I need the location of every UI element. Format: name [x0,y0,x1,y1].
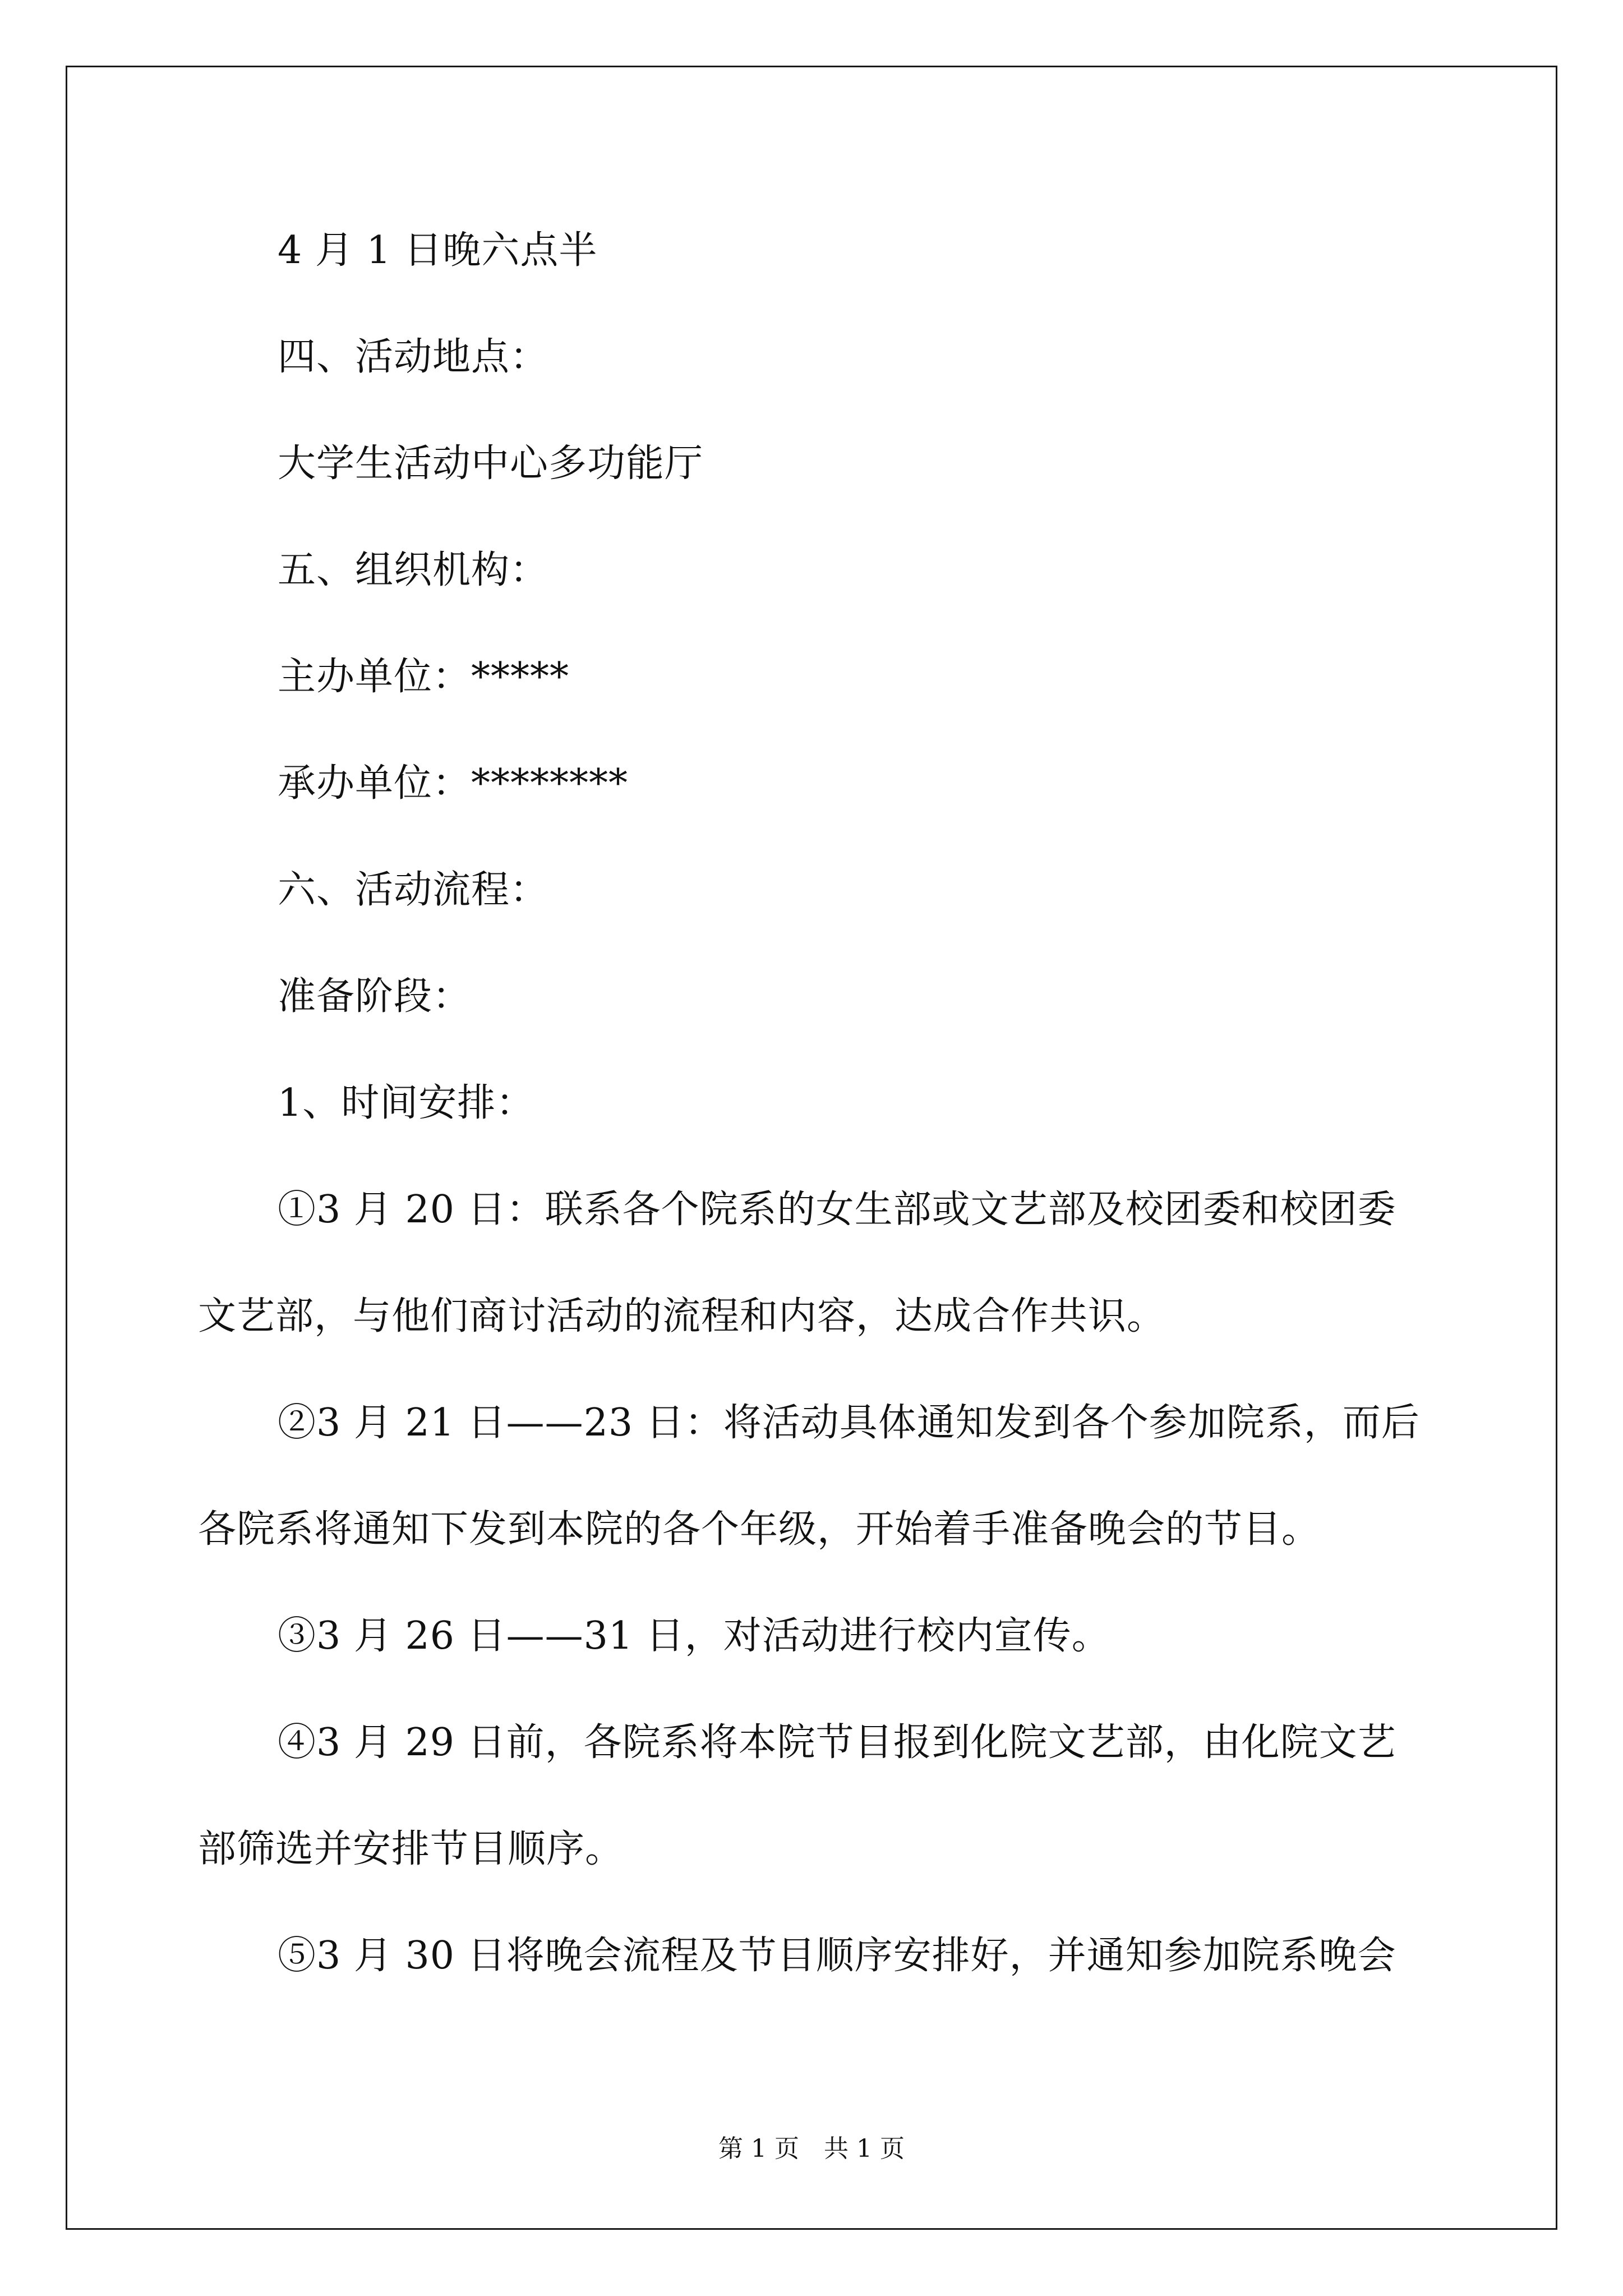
text-line-item-5: ⑤3 月 30 日将晚会流程及节目顺序安排好，并通知参加院系晚会 [278,1934,1396,1978]
page-footer: 第 1 页 共 1 页 [718,2134,905,2163]
heading-organization: 五、组织机构： [278,548,549,592]
heading-location: 四、活动地点： [278,335,549,379]
text-line-host: 主办单位：***** [278,655,570,699]
text-line-item-1: ①3 月 20 日：联系各个院系的女生部或文艺部及校团委和校团委 [278,1188,1396,1232]
text-line-item-3: ③3 月 26 日——31 日，对活动进行校内宣传。 [278,1614,1110,1658]
text-line-item-4: ④3 月 29 日前，各院系将本院节目报到化院文艺部，由化院文艺 [278,1720,1396,1765]
text-line-item-1-cont: 文艺部，与他们商讨活动的流程和内容，达成合作共识。 [198,1294,1166,1338]
text-line-time: 4 月 1 日晚六点半 [278,228,598,273]
text-line-preparation: 准备阶段： [278,974,472,1019]
text-line-location: 大学生活动中心多功能厅 [278,441,704,486]
text-line-item-2-cont: 各院系将通知下发到本院的各个年级，开始着手准备晚会的节目。 [198,1507,1321,1552]
text-line-item-4-cont: 部筛选并安排节目顺序。 [198,1827,624,1871]
text-line-schedule-heading: 1、时间安排： [278,1081,535,1125]
page-border [66,66,1557,2230]
heading-process: 六、活动流程： [278,868,549,912]
text-line-organizer: 承办单位：******** [278,761,629,806]
text-line-item-2: ②3 月 21 日——23 日：将活动具体通知发到各个参加院系，而后 [278,1401,1420,1445]
